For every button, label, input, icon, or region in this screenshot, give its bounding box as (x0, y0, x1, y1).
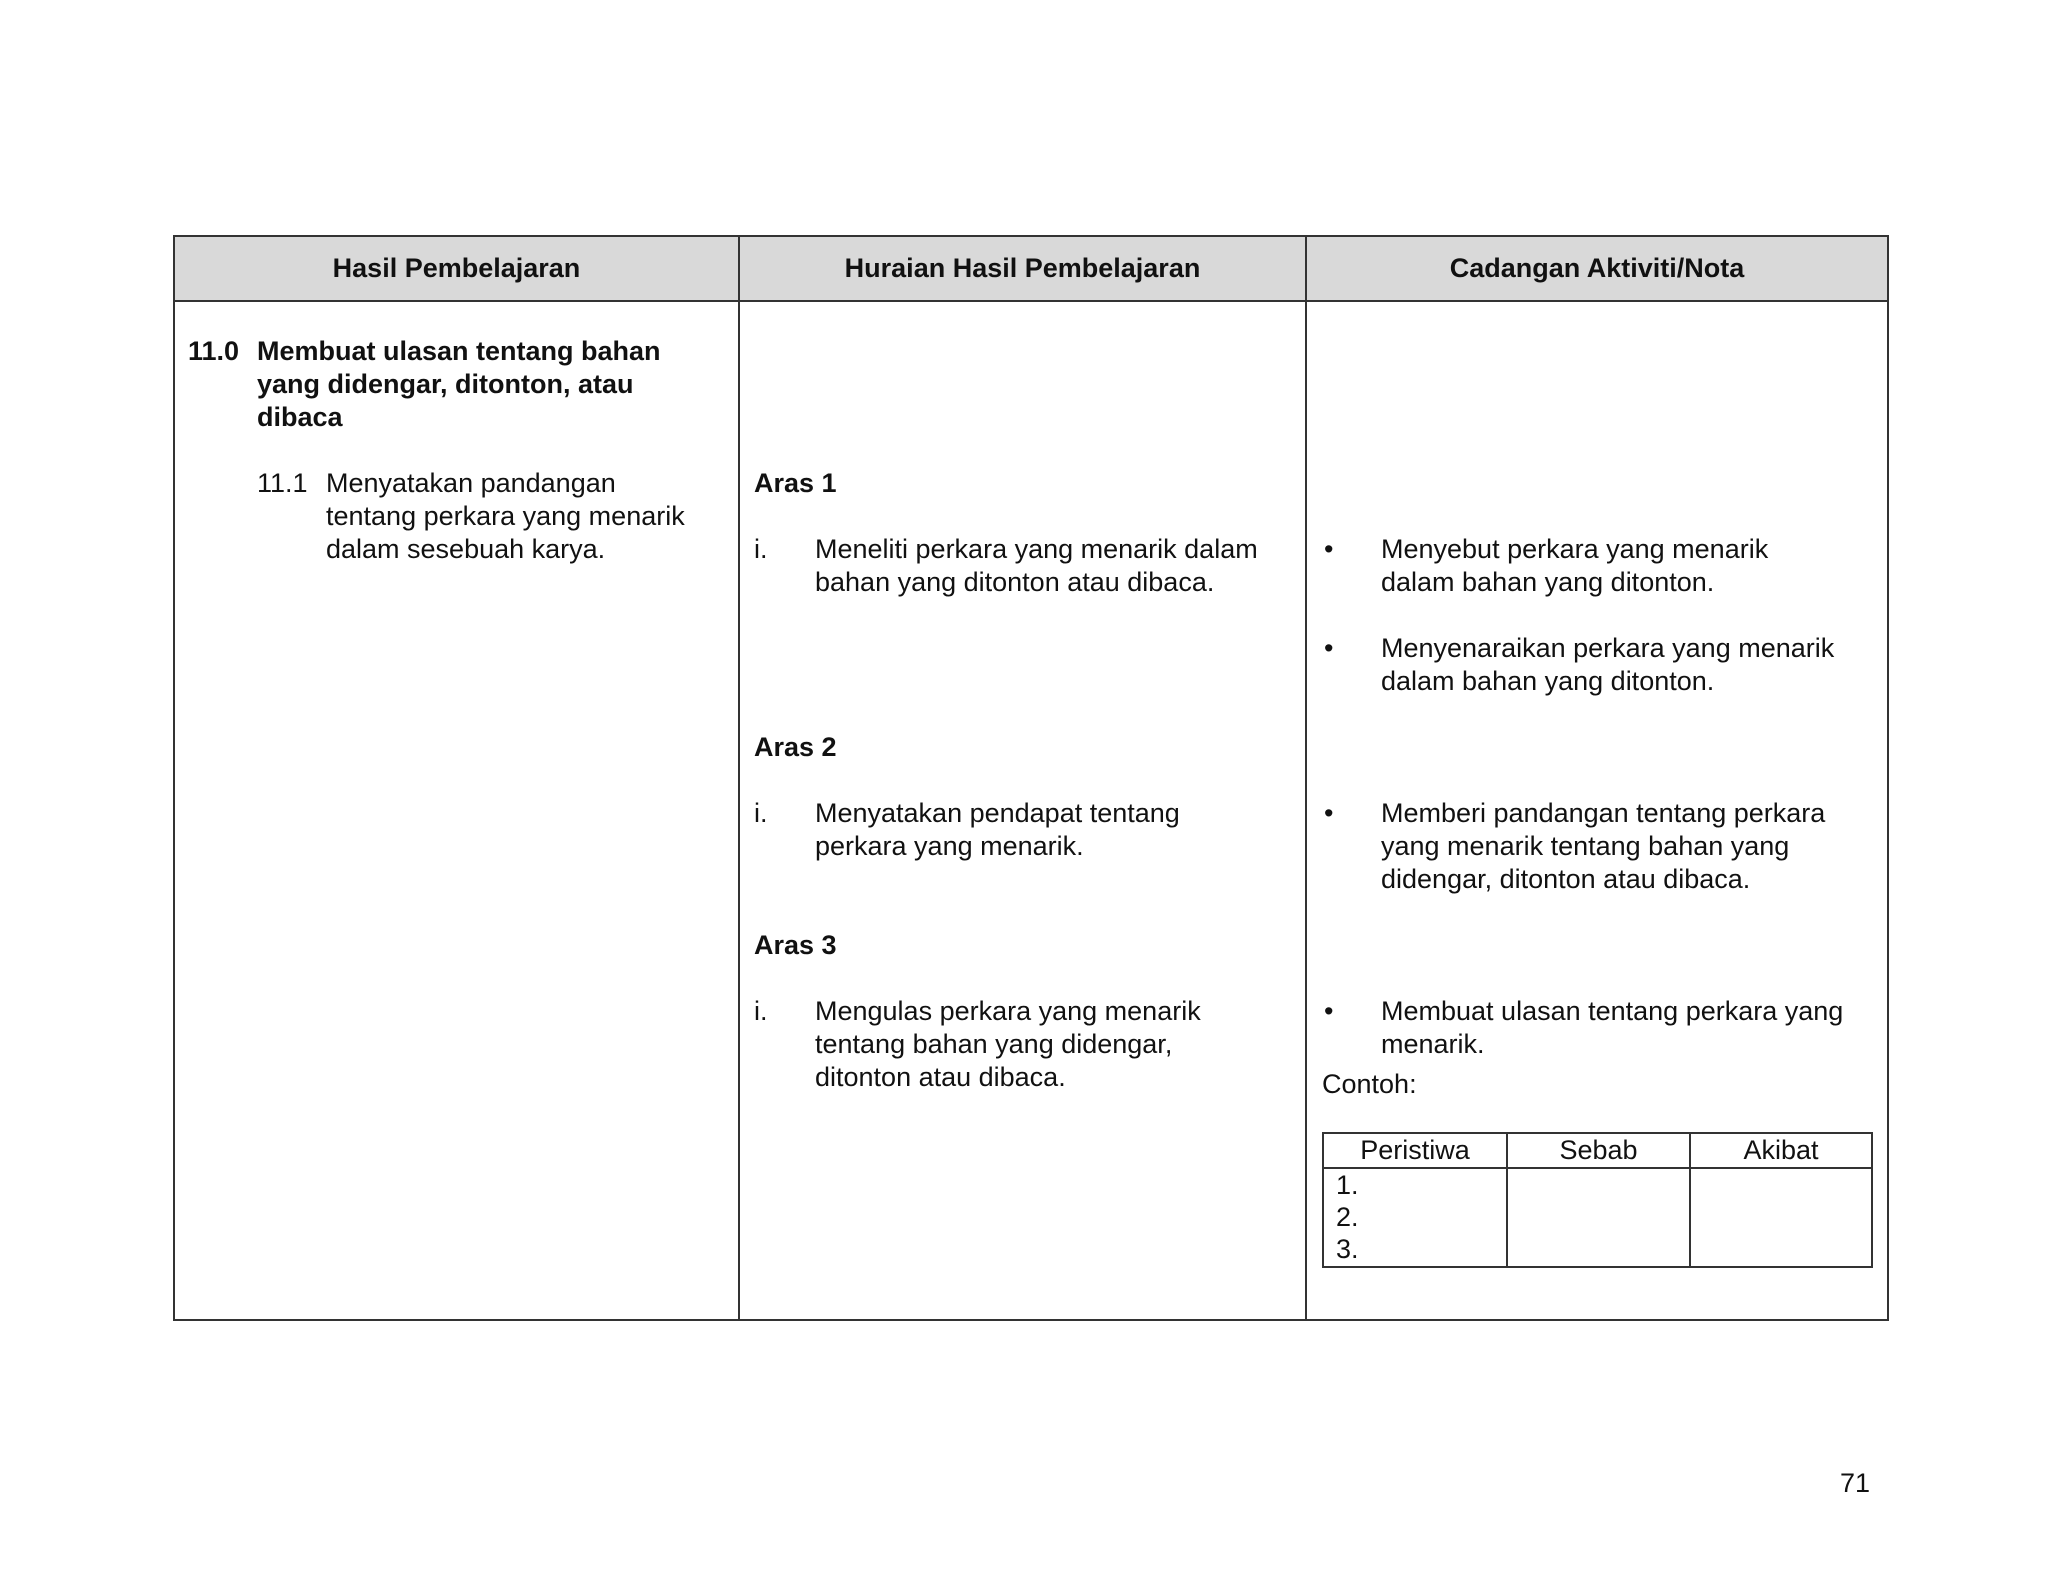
activity-text: menarik. (1381, 1029, 1485, 1059)
level-title: Aras 2 (754, 732, 837, 762)
level-title: Aras 1 (754, 468, 837, 498)
activity-text: Menyenaraikan perkara yang menarik (1381, 633, 1835, 663)
column-divider (738, 237, 740, 1319)
level-marker: i. (754, 996, 768, 1026)
example-table (1322, 1132, 1873, 1268)
bullet: • (1324, 534, 1334, 564)
level-text: Menyatakan pendapat tentang (815, 798, 1180, 828)
activity-text: Menyebut perkara yang menarik (1381, 534, 1769, 564)
sub-standard-text: dalam sesebuah karya. (326, 534, 606, 564)
activity-text: yang menarik tentang bahan yang (1381, 831, 1790, 861)
header-huraian: Huraian Hasil Pembelajaran (844, 253, 1201, 283)
example-label: Contoh: (1322, 1069, 1417, 1099)
example-row-number: 1. (1336, 1170, 1359, 1200)
level-text: Mengulas perkara yang menarik (815, 996, 1201, 1026)
example-col-peristiwa: Peristiwa (1360, 1135, 1470, 1165)
header-hasil-pembelajaran: Hasil Pembelajaran (332, 253, 581, 283)
activity-text: dalam bahan yang ditonton. (1381, 666, 1715, 696)
bullet: • (1324, 996, 1334, 1026)
sub-standard-text: tentang perkara yang menarik (326, 501, 685, 531)
bullet: • (1324, 633, 1334, 663)
example-row-number: 2. (1336, 1202, 1359, 1232)
level-text: Meneliti perkara yang menarik dalam (815, 534, 1258, 564)
example-row-number: 3. (1336, 1234, 1359, 1264)
activity-text: Memberi pandangan tentang perkara (1381, 798, 1826, 828)
example-header-divider (1324, 1167, 1871, 1169)
level-text: bahan yang ditonton atau dibaca. (815, 567, 1215, 597)
level-title: Aras 3 (754, 930, 837, 960)
column-divider (1305, 237, 1307, 1319)
sub-standard-number: 11.1 (257, 468, 308, 498)
sub-standard-text: Menyatakan pandangan (326, 468, 616, 498)
example-col-sebab: Sebab (1559, 1135, 1638, 1165)
activity-text: didengar, ditonton atau dibaca. (1381, 864, 1751, 894)
standard-title: Membuat ulasan tentang bahan (257, 336, 661, 366)
level-marker: i. (754, 534, 768, 564)
level-text: perkara yang menarik. (815, 831, 1084, 861)
level-text: ditonton atau dibaca. (815, 1062, 1066, 1092)
header-cadangan-aktiviti: Cadangan Aktiviti/Nota (1449, 253, 1745, 283)
bullet: • (1324, 798, 1334, 828)
standard-title: yang didengar, ditonton, atau (257, 369, 634, 399)
example-col-akibat: Akibat (1743, 1135, 1819, 1165)
activity-text: Membuat ulasan tentang perkara yang (1381, 996, 1844, 1026)
level-marker: i. (754, 798, 768, 828)
standard-title: dibaca (257, 402, 343, 432)
activity-text: dalam bahan yang ditonton. (1381, 567, 1715, 597)
standard-number: 11.0 (188, 336, 240, 366)
level-text: tentang bahan yang didengar, (815, 1029, 1173, 1059)
page-number: 71 (1840, 1468, 1871, 1498)
